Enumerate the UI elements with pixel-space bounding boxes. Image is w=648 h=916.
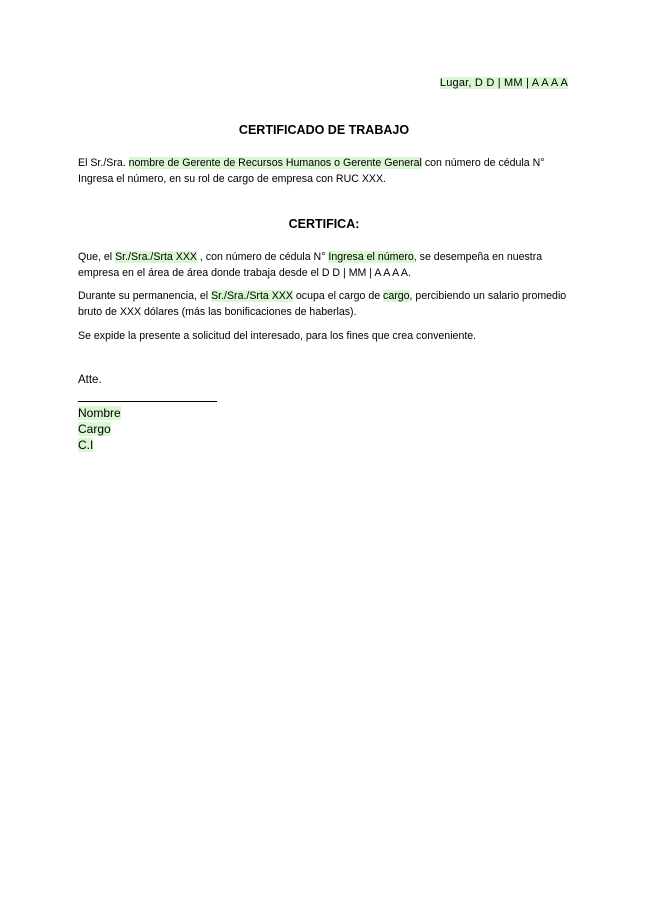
intro-prefix: El Sr./Sra. bbox=[78, 157, 129, 169]
durante-middle: ocupa el cargo de bbox=[292, 290, 384, 302]
place-date-line: Lugar, D D | MM | A A A A bbox=[439, 77, 568, 89]
intro-rest: con número de cédula N° Ingresa el número, en su rol de cargo de empresa con RUC XXX. bbox=[78, 157, 545, 185]
closing-salutation: Atte. bbox=[78, 374, 102, 386]
certifica-heading: CERTIFICA: bbox=[288, 217, 360, 231]
employee-id-placeholder: Ingresa el número bbox=[328, 251, 414, 263]
que-rest: , se desempeña en nuestra empresa en el área de área donde trabaja desde el D D | MM | A A A A. bbox=[78, 251, 543, 279]
que-middle: , con número de cédula N° bbox=[196, 251, 329, 263]
signature-name: Nombre bbox=[78, 406, 121, 420]
signature-position: Cargo bbox=[78, 422, 111, 436]
manager-name-placeholder: nombre de Gerente de Recursos Humanos o Gerente General bbox=[128, 157, 422, 169]
tenure-paragraph bbox=[78, 288, 570, 320]
document-title: CERTIFICADO DE TRABAJO bbox=[238, 123, 410, 137]
que-prefix: Que, el bbox=[78, 251, 116, 263]
employee-name-placeholder: Sr./Sra./Srta XXX bbox=[115, 251, 197, 263]
durante-rest: , percibiendo un salario promedio bruto de XXX dólares (más las bonificaciones de haberlas). bbox=[78, 290, 567, 318]
signature-id: C.I bbox=[78, 438, 94, 452]
durante-prefix: Durante su permanencia, el bbox=[78, 290, 212, 302]
signature-line bbox=[78, 401, 217, 402]
issuance-paragraph: Se expide la presente a solicitud del interesado, para los fines que crea conveniente. bbox=[78, 330, 477, 342]
intro-paragraph bbox=[78, 155, 570, 187]
employment-paragraph bbox=[78, 249, 570, 281]
employee-name-placeholder-2: Sr./Sra./Srta XXX bbox=[211, 290, 293, 302]
position-placeholder: cargo bbox=[383, 290, 410, 302]
